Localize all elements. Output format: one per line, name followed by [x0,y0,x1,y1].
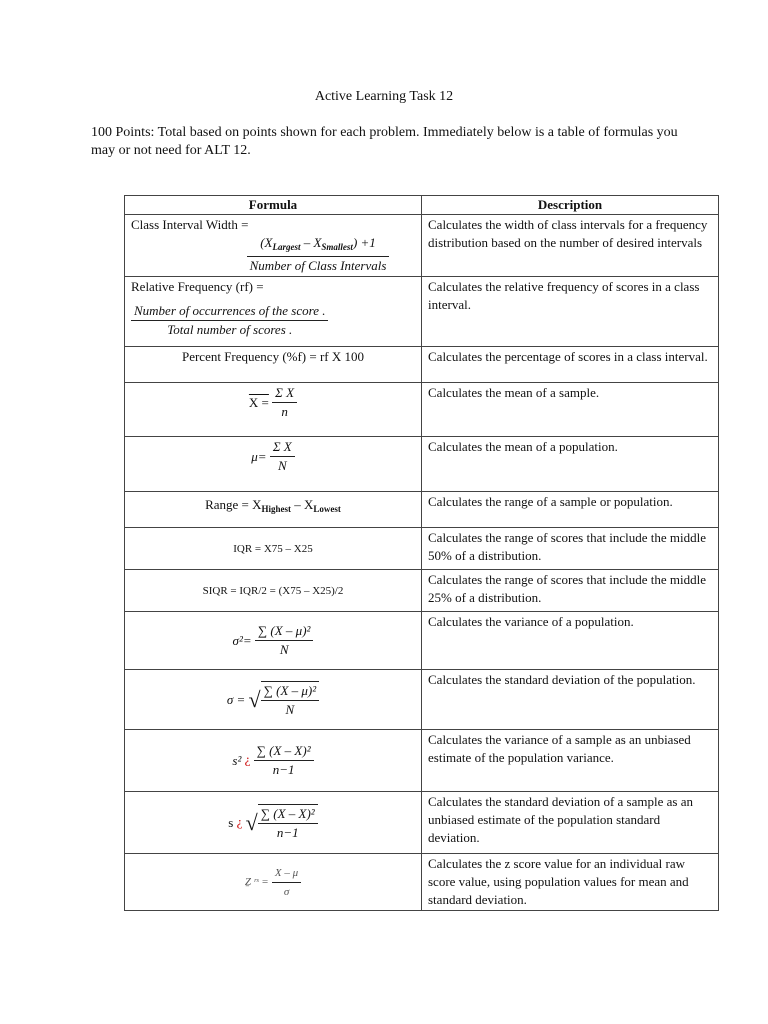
table-row [125,792,719,854]
formula-label: Relative Frequency (rf) = [131,279,264,294]
description-cell: Calculates the mean of a sample. [422,383,719,437]
subscript: Largest [272,242,301,252]
fraction-numerator: ) +1 [352,235,376,250]
unknown-glyph: ¿ [236,813,243,829]
formula-fraction [270,438,295,475]
description-cell: Calculates the z score value for an individual raw score value, using population values for mean and standard deviation. [422,854,719,911]
fraction-denominator: N [279,642,289,657]
intro-paragraph: 100 Points: Total based on points shown for each problem. Immediately below is a table of formulas you may or not need for ALT 12. [91,125,678,158]
formula-cell [125,730,422,792]
formula-fraction [272,384,297,421]
formula-cell [125,215,422,277]
fraction-denominator: N [285,701,295,717]
formula-cell [125,383,422,437]
table-row [125,612,719,670]
fraction-denominator: n−1 [276,824,299,840]
table-row [125,528,719,570]
description-cell: Calculates the variance of a population. [422,612,719,670]
subscript: Highest [261,504,292,514]
formula-cell: Percent Frequency (%f) = rf X 100 [125,347,422,383]
fraction-denominator: n−1 [272,762,295,777]
formula-text: Range = X [205,497,262,512]
formula-lhs: s² [232,752,242,768]
formula-fraction [247,234,390,275]
fraction-numerator: ∑ (X – X)² [254,742,314,761]
square-root-sign: √ $\frac{\text{∑ (X – μ)²}}{N}$ [249,681,320,719]
subscript: Smallest [321,242,353,252]
table-row [125,492,719,528]
table-row [125,437,719,492]
formula-cell [125,492,422,528]
formula-cell [125,854,422,911]
description-cell: Calculates the width of class intervals for a frequency distribution based on the number of desired intervals [422,215,719,277]
description-cell: Calculates the standard deviation of the population. [422,670,719,730]
fraction-denominator: N [277,458,287,473]
formula-lhs: s [228,814,234,830]
table-row [125,570,719,612]
fraction-denominator: Number of Class Intervals [249,258,387,273]
table-row [125,670,719,730]
formula-cell [125,792,422,854]
formula-fraction [254,742,314,779]
square-root-sign: √ $\frac{\text{∑ (X – X)²}}{n-1}$ [246,804,318,842]
fraction-numerator: Σ X [270,438,295,457]
formula-cell: SIQR = IQR/2 = (X75 – X25)/2 [125,570,422,612]
formula-text: – X [291,497,314,512]
formula-cell [125,437,422,492]
fraction-numerator: Σ X [272,384,297,403]
fraction-numerator: ∑ (X – μ)² [255,622,314,641]
table-row [125,854,719,911]
description-cell: Calculates the variance of a sample as an unbiased estimate of the population variance. [422,730,719,792]
subscript: Lowest [313,504,341,514]
formula-fraction [131,302,328,339]
formula-label: Class Interval Width = [131,217,249,232]
formula-table [124,195,719,911]
formula-cell [125,670,422,730]
description-cell: Calculates the relative frequency of scores in a class interval. [422,277,719,347]
formula-lhs: σ²= [232,632,252,648]
fraction-numerator: – X [300,235,322,250]
description-cell: Calculates the range of scores that include the middle 50% of a distribution. [422,528,719,570]
formula-fraction [258,805,318,842]
fraction-numerator: Number of occurrences of the score . [131,302,328,321]
fraction-numerator: X – μ [272,864,301,883]
table-row [125,347,719,383]
formula-cell: IQR = X75 – X25 [125,528,422,570]
description-cell: Calculates the mean of a population. [422,437,719,492]
formula-cell [125,612,422,670]
formula-lhs: X = [248,394,269,410]
description-cell: Calculates the standard deviation of a sample as an unbiased estimate of the population standard deviation. [422,792,719,854]
formula-lhs: Ẕ ʳˢ = [244,876,269,888]
table-row [125,730,719,792]
formula-fraction [261,682,320,719]
formula-fraction [272,864,301,901]
table-row [125,277,719,347]
fraction-denominator: σ [283,885,290,898]
formula-lhs: σ = [226,691,246,707]
fraction-numerator: ∑ (X – μ)² [261,682,320,701]
description-cell: Calculates the range of scores that include the middle 25% of a distribution. [422,570,719,612]
fraction-numerator: (X [260,235,273,250]
fraction-denominator: Total number of scores . [167,322,293,337]
table-row [125,383,719,437]
document-title: Active Learning Task 12 [314,89,454,104]
description-cell: Calculates the range of a sample or population. [422,492,719,528]
formula-cell [125,277,422,347]
table-header-row [125,196,719,215]
formula-header: Formula [125,196,422,215]
description-cell: Calculates the percentage of scores in a class interval. [422,347,719,383]
description-header: Description [422,196,719,215]
fraction-denominator: n [281,404,288,419]
unknown-glyph: ¿ [244,751,251,767]
table-row [125,215,719,277]
formula-lhs: μ= [251,448,267,464]
formula-fraction [255,622,314,659]
fraction-numerator: ∑ (X – X)² [258,805,318,824]
